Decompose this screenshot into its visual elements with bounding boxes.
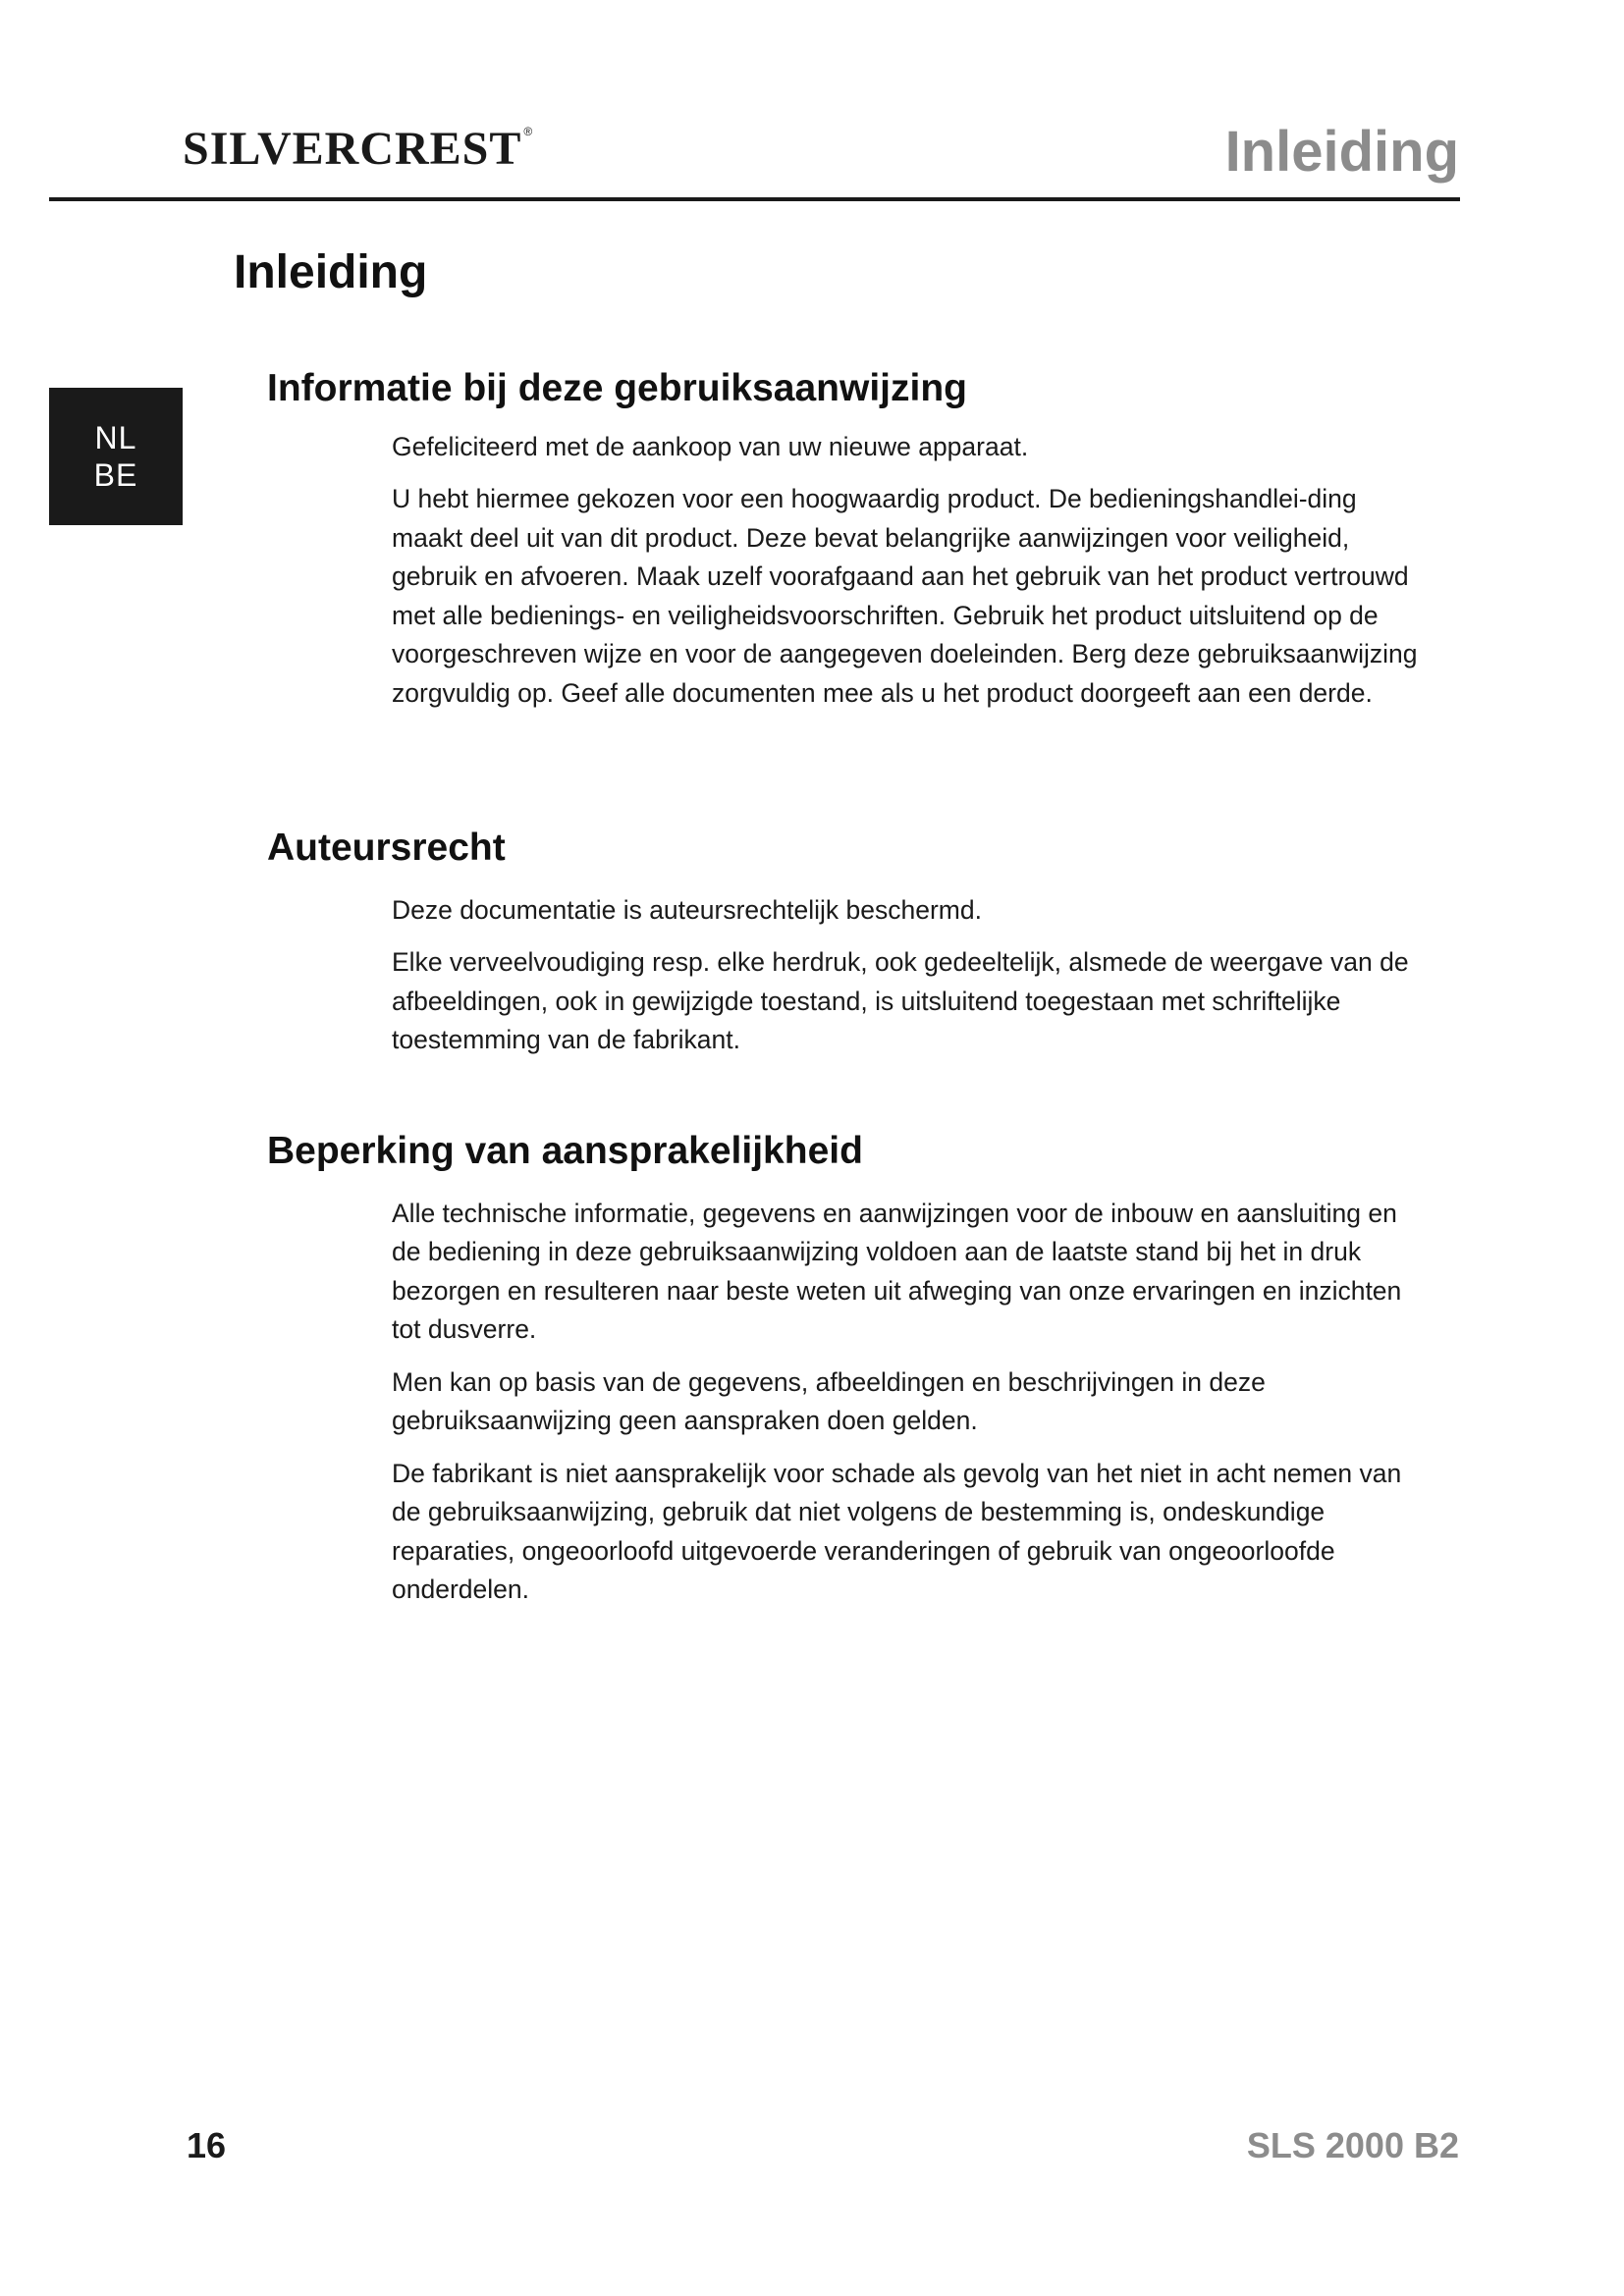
paragraph: Elke verveelvoudiging resp. elke herdruk, ook gedeeltelijk, alsmede de weergave van de afbeeldingen, ook in gewijzigde toestand, is uitsluitend toegestaan met schriftelijke toestemming van de fabrikant.	[392, 947, 1409, 1055]
page-number: 16	[187, 2125, 227, 2165]
section-heading: Auteursrecht	[267, 827, 506, 869]
page-title: Inleiding	[234, 246, 428, 298]
section-auteursrecht	[267, 828, 1445, 1060]
paragraph: U hebt hiermee gekozen voor een hoogwaardig product. De bedieningshandlei-ding maakt deel uit van dit product. Deze bevat belangrijke aanwijzingen voor veiligheid, gebruik en afvoeren. Maak uzelf voorafgaand aan het gebruik van het product vertrouwd met alle bedienings- en veiligheidsvoorschriften. Gebruik het product uitsluitend op de voorgeschreven wijze en voor de aangegeven doeleinden. Berg deze gebruiksaanwijzing zorgvuldig op. Geef alle documenten mee als u het product doorgeeft aan een derde.	[392, 484, 1418, 708]
section-body	[392, 1195, 1433, 1610]
header-divider	[49, 197, 1460, 201]
header-section-title: Inleiding	[1224, 120, 1459, 184]
section-aansprakelijkheid	[267, 1131, 1445, 1610]
brand-logo-text: SILVERCREST	[183, 123, 522, 175]
paragraph: Gefeliciteerd met de aankoop van uw nieuwe apparaat.	[392, 431, 1029, 461]
brand-logo	[183, 123, 534, 175]
section-informatie	[267, 368, 1445, 713]
paragraph: Deze documentatie is auteursrechtelijk beschermd.	[392, 894, 982, 925]
paragraph: Men kan op basis van de gegevens, afbeeldingen en beschrijvingen in deze gebruiksaanwijzing geen aanspraken doen gelden.	[392, 1366, 1266, 1436]
section-heading: Informatie bij deze gebruiksaanwijzing	[267, 367, 967, 409]
model-number: SLS 2000 B2	[1246, 2125, 1459, 2165]
paragraph: De fabrikant is niet aansprakelijk voor schade als gevolg van het niet in acht nemen van de gebruiksaanwijzing, gebruik dat niet volgens de bestemming is, ondeskundige reparaties, ongeoorloofd uitgevoerde veranderingen of gebruik van ongeoorloofde onderdelen.	[392, 1458, 1402, 1605]
section-heading: Beperking van aansprakelijkheid	[267, 1130, 863, 1172]
section-body	[392, 891, 1433, 1060]
language-code-be: BE	[93, 457, 138, 493]
section-body	[392, 428, 1433, 714]
language-code-nl: NL	[94, 420, 137, 455]
registered-mark: ®	[523, 125, 534, 138]
paragraph: Alle technische informatie, gegevens en aanwijzingen voor de inbouw en aansluiting en de bediening in deze gebruiksaanwijzing voldoen aan de laatste stand bij het in druk bezorgen en resulteren naar beste weten uit afweging van onze ervaringen en inzichten tot dusverre.	[392, 1198, 1402, 1345]
language-tab	[49, 388, 183, 525]
